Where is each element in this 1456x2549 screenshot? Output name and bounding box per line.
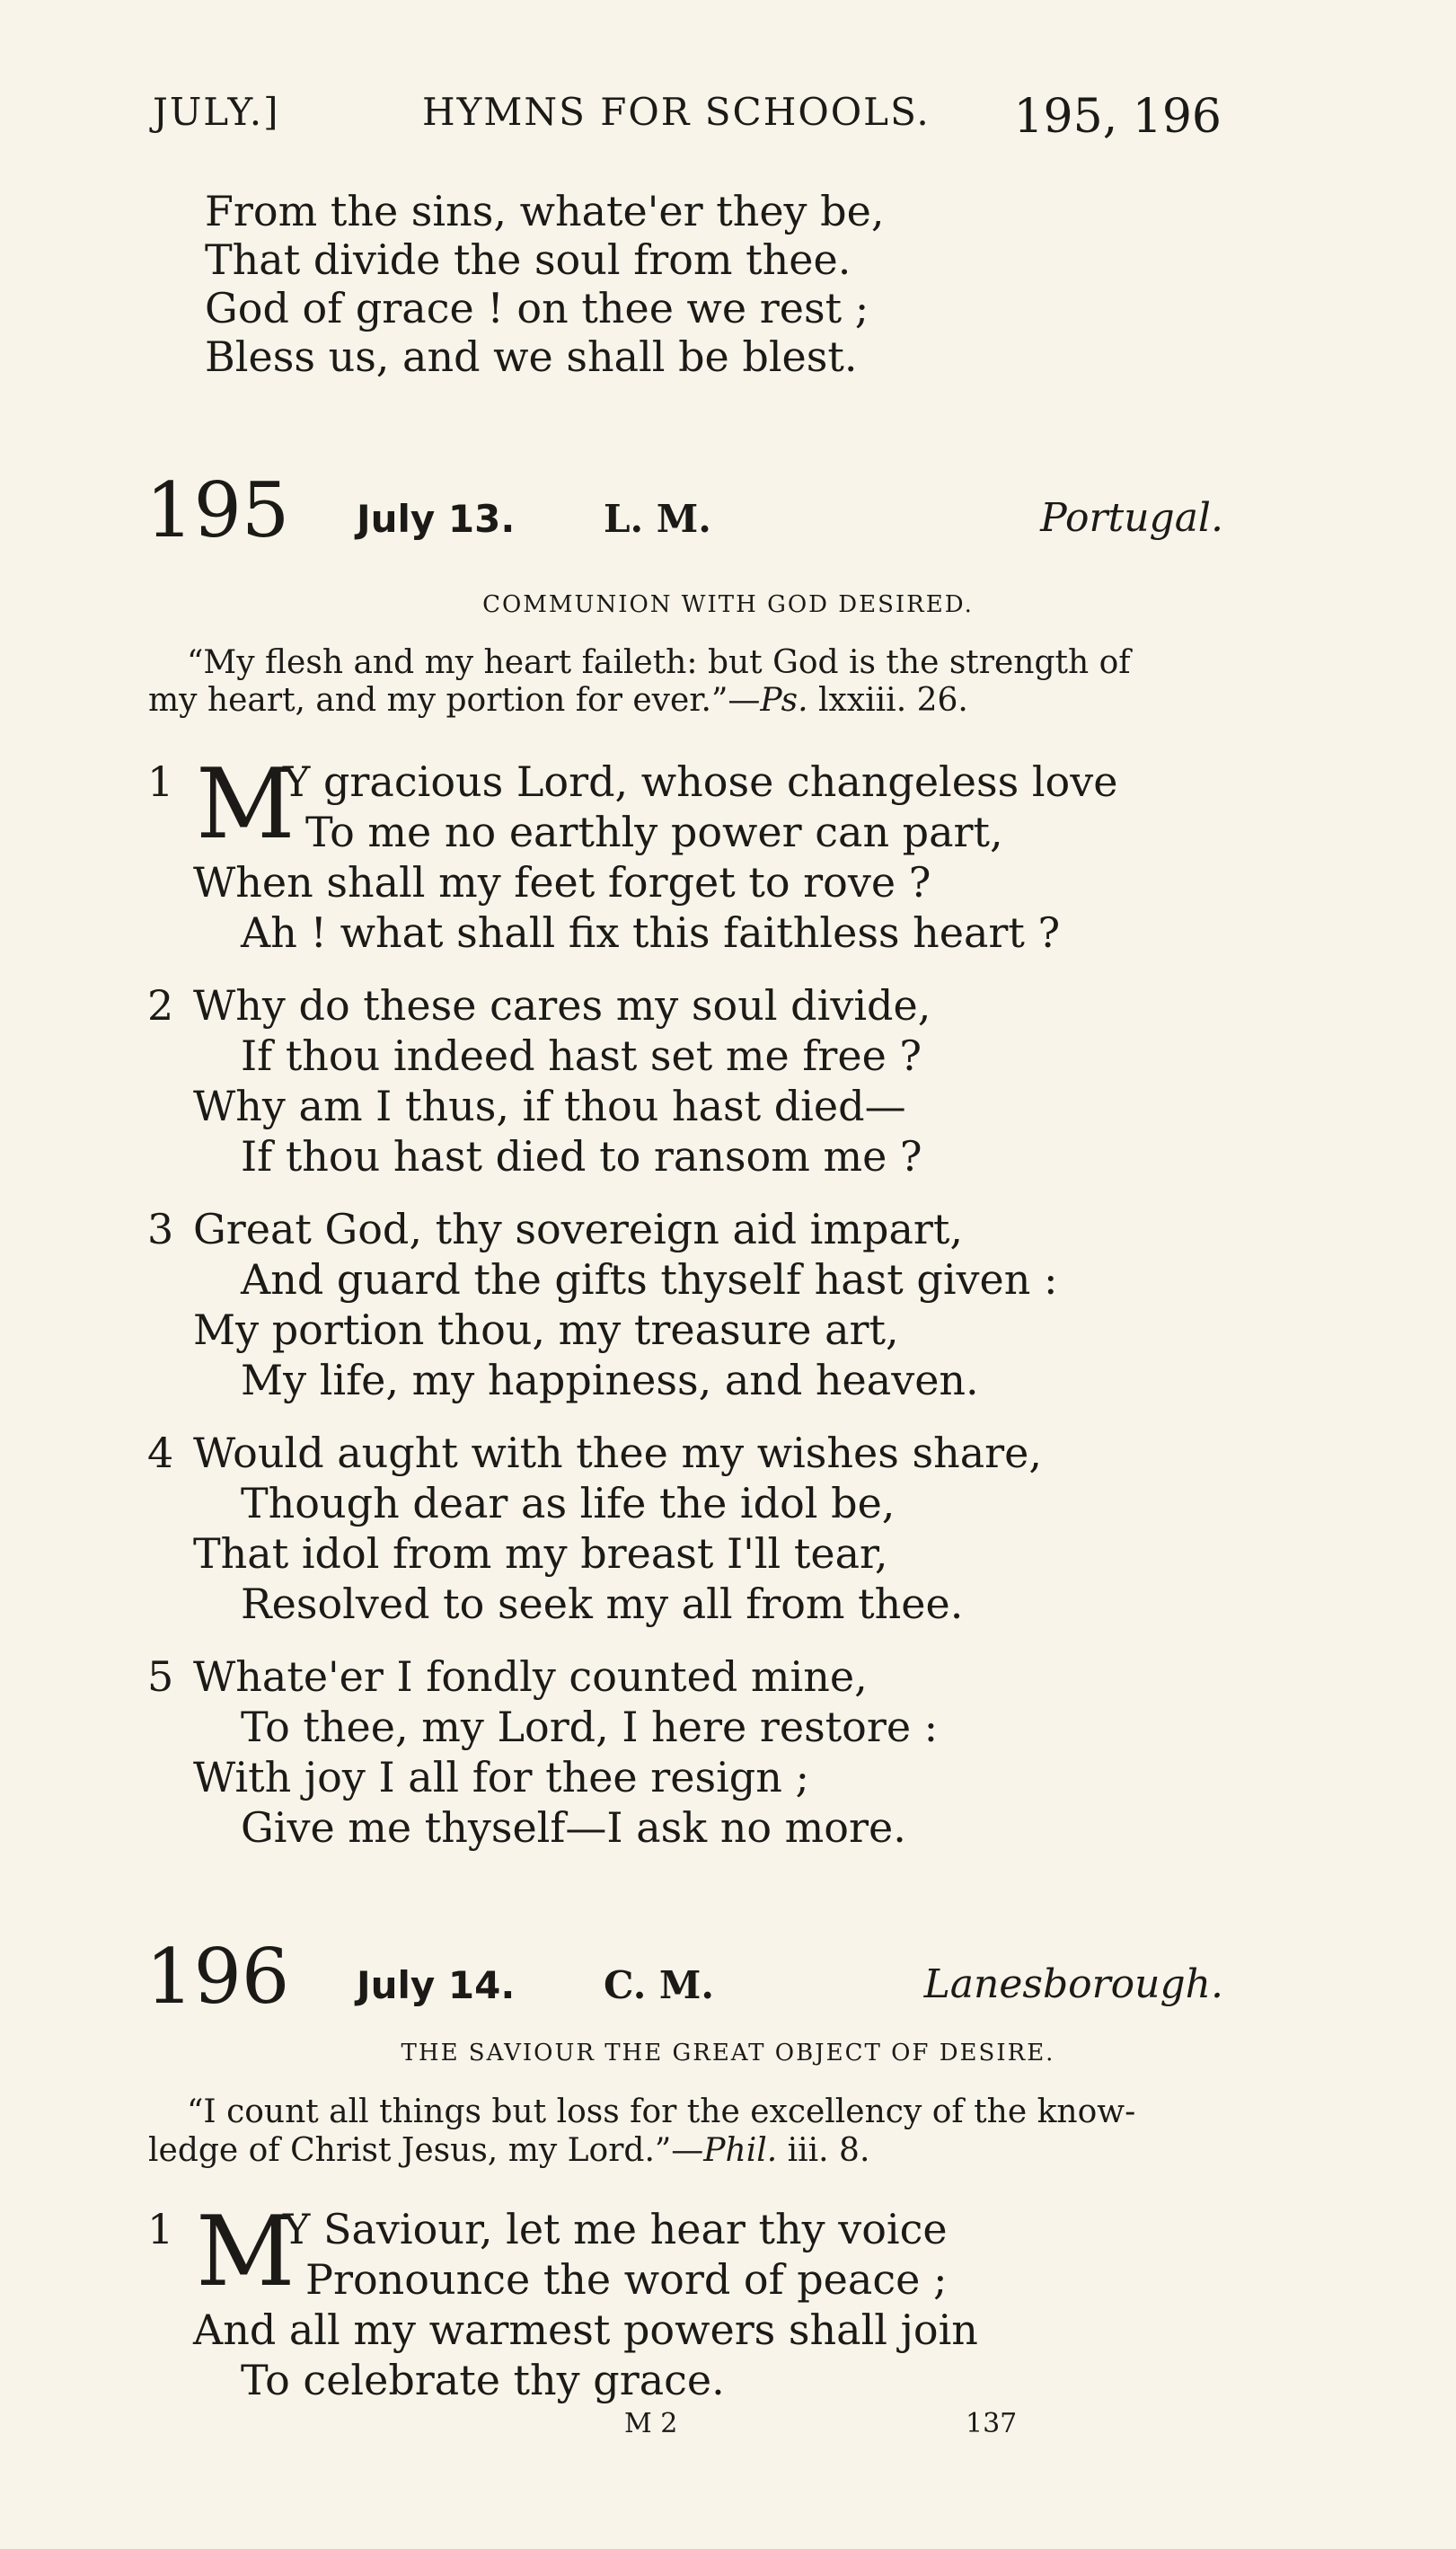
stanza-line: Would aught with thee my wishes share, <box>193 1429 1042 1477</box>
hymn-195-epigraph-line-2: my heart, and my portion for ever.”—Ps. lxxiii. 26. <box>148 682 968 719</box>
stanza-line: Y gracious Lord, whose changeless love <box>283 757 1118 806</box>
stanza-line: That idol from my breast I'll tear, <box>193 1529 888 1578</box>
stanza-line: My life, my happiness, and heaven. <box>241 1356 979 1404</box>
signature-mark: M 2 <box>624 2408 678 2439</box>
hymn-date: July 14. <box>357 1963 516 2007</box>
page-number: 137 <box>966 2408 1018 2439</box>
stanza-line: And all my warmest powers shall join <box>193 2306 978 2354</box>
stanza-line: Why do these cares my soul divide, <box>193 981 931 1030</box>
stanza-line: If thou indeed hast set me free ? <box>241 1031 922 1080</box>
stanza-number: 4 <box>147 1429 174 1477</box>
hymn-196-subtitle: THE SAVIOUR THE GREAT OBJECT OF DESIRE. <box>401 2040 1055 2067</box>
stanza-line: Ah ! what shall fix this faithless heart ? <box>241 908 1061 957</box>
intro-line-1: From the sins, whate'er they be, <box>205 187 885 235</box>
stanza-line: When shall my feet forget to rove ? <box>193 858 931 907</box>
running-header <box>153 90 1222 153</box>
hymn-tune: Lanesborough. <box>923 1961 1223 2007</box>
stanza-line: Why am I thus, if thou hast died— <box>193 1082 906 1130</box>
stanza-number: 1 <box>147 2205 174 2253</box>
hymn-number: 195 <box>146 466 290 554</box>
stanza-line: With joy I all for thee resign ; <box>193 1753 809 1801</box>
stanza-line: My portion thou, my treasure art, <box>193 1305 899 1354</box>
hymn-195-heading <box>146 466 1223 554</box>
header-hymn-numbers: 195, 196 <box>1013 90 1222 144</box>
stanza-line: Y Saviour, let me hear thy voice <box>283 2205 948 2253</box>
drop-cap: M <box>196 2196 296 2308</box>
stanza-line: Pronounce the word of peace ; <box>305 2255 948 2304</box>
stanza-line: And guard the gifts thyself hast given : <box>241 1255 1058 1304</box>
stanza-line: If thou hast died to ransom me ? <box>241 1132 922 1181</box>
stanza-number: 2 <box>147 981 174 1030</box>
intro-line-3: God of grace ! on thee we rest ; <box>205 284 869 332</box>
stanza-number: 1 <box>147 757 174 806</box>
scripture-reference: Ps. <box>760 682 808 719</box>
stanza-line: To me no earthly power can part, <box>305 808 1003 856</box>
stanza-line: Resolved to seek my all from thee. <box>241 1580 964 1628</box>
stanza-number: 5 <box>147 1652 174 1701</box>
stanza-line: To thee, my Lord, I here restore : <box>241 1703 939 1751</box>
hymn-meter: C. M. <box>604 1963 715 2007</box>
stanza-line: To celebrate thy grace. <box>241 2356 725 2404</box>
header-month: JULY.] <box>153 90 280 134</box>
stanza-line: Whate'er I fondly counted mine, <box>193 1652 868 1701</box>
hymn-meter: L. M. <box>604 497 711 541</box>
hymn-date: July 13. <box>357 497 516 541</box>
hymn-tune: Portugal. <box>1040 495 1223 541</box>
hymn-196-heading <box>146 1933 1223 2021</box>
hymn-195-epigraph-line-1: “My flesh and my heart faileth: but God is the strength of <box>187 644 1131 681</box>
scripture-reference: Phil. <box>703 2132 778 2169</box>
intro-line-4: Bless us, and we shall be blest. <box>205 332 858 381</box>
stanza-line: Great God, thy sovereign aid impart, <box>193 1205 963 1253</box>
hymn-196-epigraph-line-2: ledge of Christ Jesus, my Lord.”—Phil. iii. 8. <box>148 2132 870 2169</box>
drop-cap: M <box>196 748 296 861</box>
hymn-196-epigraph-line-1: “I count all things but loss for the excellency of the know- <box>187 2093 1136 2130</box>
hymn-195-subtitle: COMMUNION WITH GOD DESIRED. <box>482 591 974 618</box>
intro-line-2: That divide the soul from thee. <box>205 235 852 284</box>
header-title: HYMNS FOR SCHOOLS. <box>422 90 931 134</box>
stanza-line: Give me thyself—I ask no more. <box>241 1803 906 1852</box>
stanza-number: 3 <box>147 1205 174 1253</box>
stanza-line: Though dear as life the idol be, <box>241 1479 896 1527</box>
hymn-number: 196 <box>146 1933 290 2021</box>
